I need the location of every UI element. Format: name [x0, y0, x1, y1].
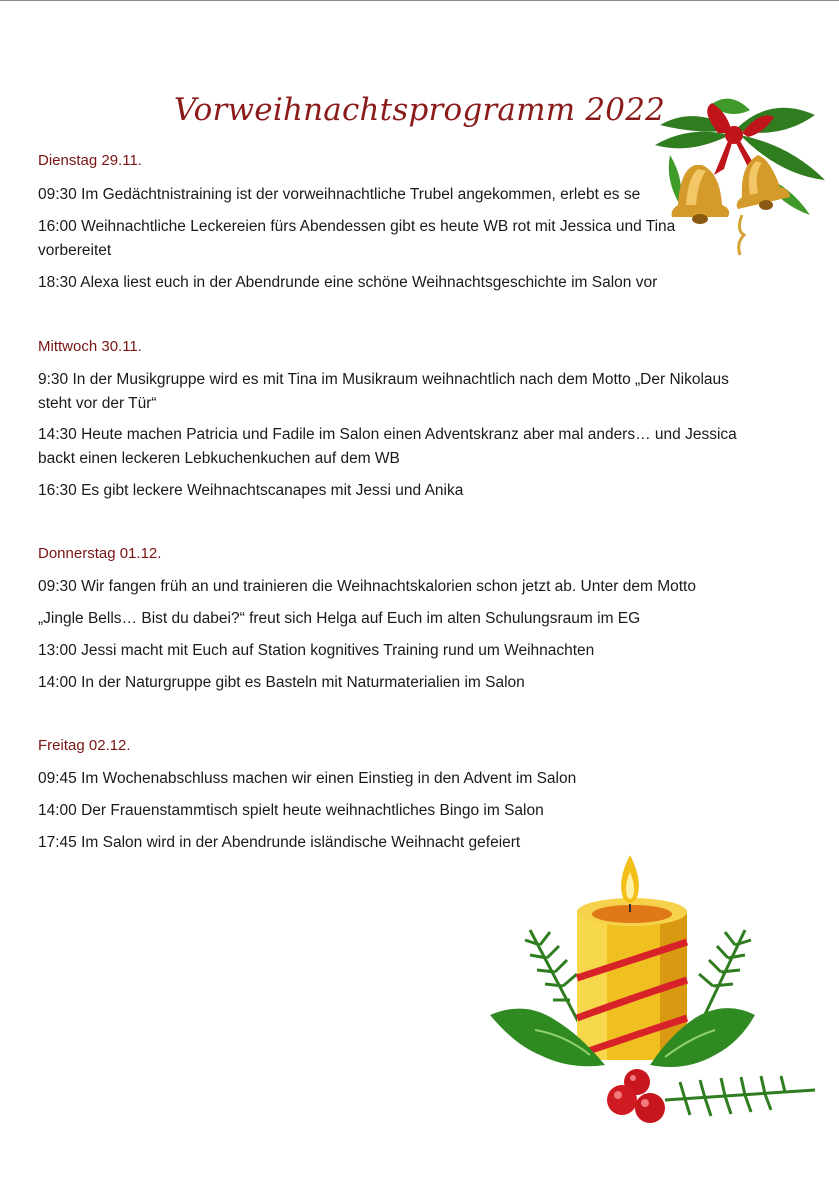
- program-entry: 16:00 Weihnachtliche Leckereien fürs Abendessen gibt es heute WB rot mit Jessica und Tina vorbereitet: [38, 218, 676, 259]
- program-entry: „Jingle Bells… Bist du dabei?“ freut sich Helga auf Euch im alten Schulungsraum im EG: [38, 610, 641, 627]
- program-entry: 13:00 Jessi macht mit Euch auf Station kognitives Training rund um Weihnachten: [38, 642, 595, 659]
- program-entry: 09:30 Wir fangen früh an und trainieren die Weihnachtskalorien schon jetzt ab. Unter dem Motto: [38, 578, 696, 595]
- program-entry: 16:30 Es gibt leckere Weihnachtscanapes mit Jessi und Anika: [38, 482, 464, 499]
- page-top-border: [0, 0, 839, 1]
- program-entry: 09:30 Im Gedächtnistraining ist der vorweihnachtliche Trubel angekommen, erlebt es se: [38, 186, 641, 203]
- program-entry: 09:45 Im Wochenabschluss machen wir einen Einstieg in den Advent im Salon: [38, 770, 577, 787]
- program-entry: 9:30 In der Musikgruppe wird es mit Tina im Musikraum weihnachtlich nach dem Motto „Der Nikolaus steht vor der Tür“: [38, 371, 729, 412]
- day-heading: Dienstag 29.11.: [38, 152, 142, 169]
- day-heading: Donnerstag 01.12.: [38, 545, 162, 562]
- day-heading: Mittwoch 30.11.: [38, 338, 142, 355]
- program-entry: 14:00 Der Frauenstammtisch spielt heute weihnachtliches Bingo im Salon: [38, 802, 544, 819]
- program-entry: 14:30 Heute machen Patricia und Fadile im Salon einen Adventskranz aber mal anders… und Jessica backt einen leckeren Lebkuchenkuchen auf dem WB: [38, 426, 737, 467]
- program-entry: 17:45 Im Salon wird in der Abendrunde isländische Weihnacht gefeiert: [38, 834, 521, 851]
- program-entry: 18:30 Alexa liest euch in der Abendrunde eine schöne Weihnachtsgeschichte im Salon vor: [38, 274, 658, 291]
- advent-candle-icon: [485, 850, 825, 1140]
- page-title: Vorweihnachtsprogramm 2022: [173, 92, 666, 128]
- christmas-bells-icon: [640, 85, 830, 260]
- program-entry: 14:00 In der Naturgruppe gibt es Basteln mit Naturmaterialien im Salon: [38, 674, 525, 691]
- day-heading: Freitag 02.12.: [38, 737, 131, 754]
